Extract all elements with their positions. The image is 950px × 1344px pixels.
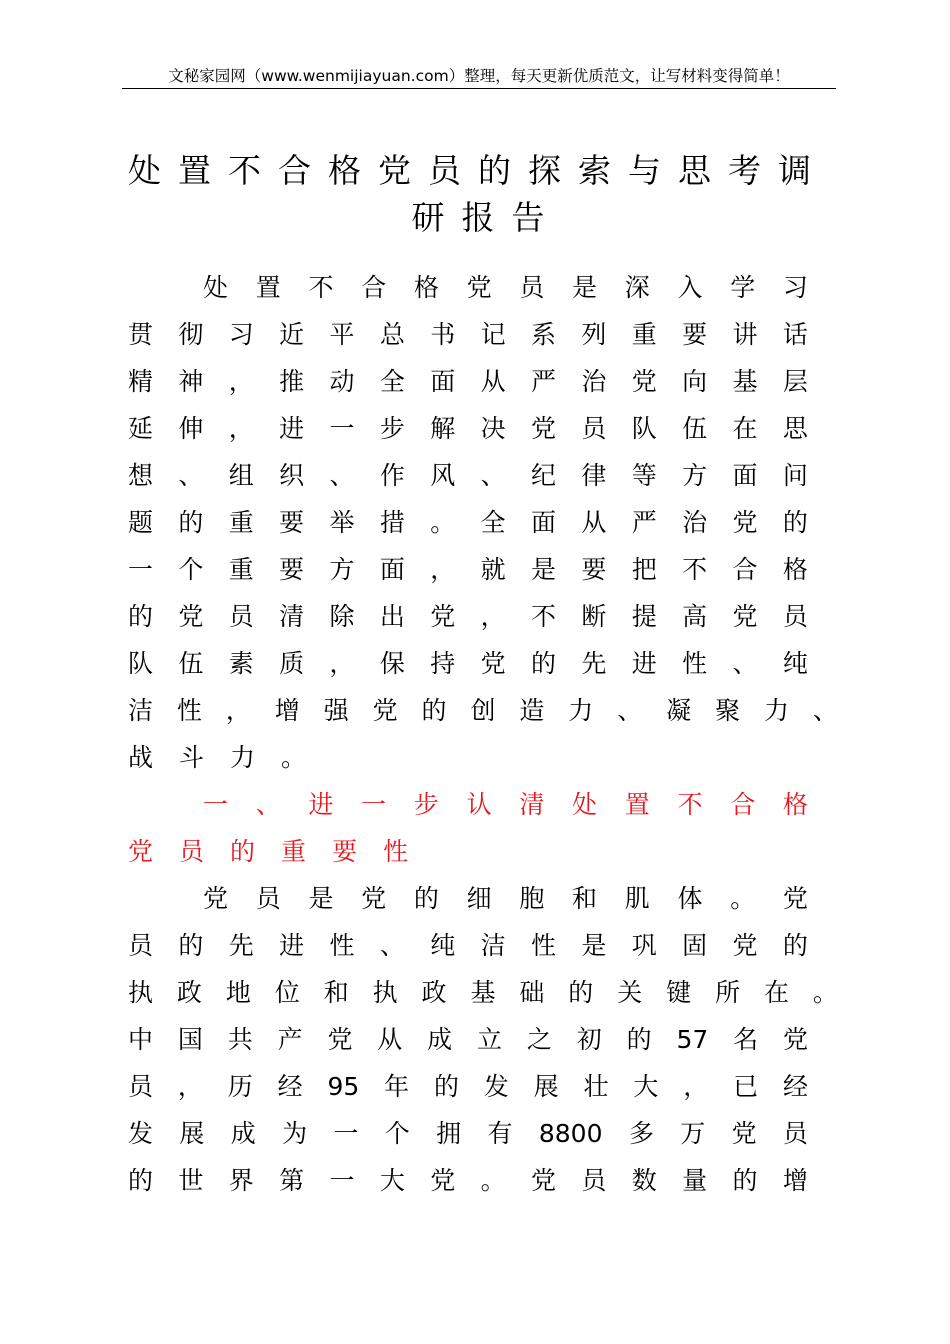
text-glyph: 步	[379, 414, 405, 443]
text-glyph: 、	[329, 461, 355, 490]
text-glyph: 要	[682, 320, 708, 349]
text-glyph: 、	[178, 461, 204, 490]
text-glyph: 党	[732, 931, 758, 960]
text-glyph: 讲	[732, 320, 758, 349]
text-glyph: ，	[228, 367, 254, 396]
text-glyph: ，	[228, 414, 254, 443]
text-glyph: 习	[228, 320, 254, 349]
text-glyph: 高	[682, 602, 708, 631]
text-glyph: 为	[282, 1119, 308, 1148]
text-glyph: 量	[682, 1166, 708, 1195]
text-glyph: 纪	[531, 461, 557, 490]
text-glyph: 进	[279, 414, 305, 443]
text-glyph: 党	[531, 1166, 557, 1195]
paragraph-line	[128, 687, 838, 734]
text-glyph: 党	[203, 884, 229, 913]
text-glyph: 全	[480, 508, 506, 537]
text-glyph: 深	[624, 273, 650, 302]
text-glyph: 举	[329, 508, 355, 537]
text-glyph: 、	[255, 790, 281, 819]
text-glyph: 题	[128, 508, 154, 537]
section-heading-line	[203, 781, 808, 828]
text-glyph: 力	[568, 696, 594, 725]
text-glyph: 纯	[430, 931, 456, 960]
text-glyph: 方	[329, 555, 355, 584]
text-glyph: 位	[274, 978, 300, 1007]
text-glyph: ，	[329, 649, 355, 678]
text-glyph: 治	[581, 367, 607, 396]
text-glyph: 合	[730, 790, 756, 819]
text-glyph: 洁	[480, 931, 506, 960]
text-glyph: 处	[572, 790, 598, 819]
text-glyph: 想	[128, 461, 154, 490]
text-glyph: 问	[782, 461, 808, 490]
text-glyph: 凝	[666, 696, 692, 725]
text-glyph: 思	[782, 414, 808, 443]
text-glyph: 要	[279, 508, 305, 537]
text-glyph: 政	[421, 978, 447, 1007]
text-glyph: 不	[682, 555, 708, 584]
text-glyph: 置	[255, 273, 281, 302]
text-glyph: 党	[430, 602, 456, 631]
text-glyph: 地	[225, 978, 251, 1007]
text-glyph: 员	[228, 602, 254, 631]
text-glyph: 贯	[128, 320, 154, 349]
text-glyph: 党	[531, 414, 557, 443]
text-glyph: 中	[128, 1025, 154, 1054]
text-glyph: 的	[433, 1072, 459, 1101]
text-glyph: 和	[323, 978, 349, 1007]
text-glyph: 性	[531, 931, 557, 960]
text-glyph: 党	[782, 884, 808, 913]
text-glyph: 延	[128, 414, 154, 443]
text-glyph: 党	[782, 1025, 808, 1054]
body-text	[128, 264, 848, 1204]
text-glyph: 胞	[519, 884, 545, 913]
text-glyph: 的	[421, 696, 447, 725]
text-glyph: 重	[228, 555, 254, 584]
paragraph-line	[128, 546, 808, 593]
text-glyph: 在	[763, 978, 789, 1007]
text-glyph: 步	[413, 790, 439, 819]
text-glyph: 员	[782, 602, 808, 631]
text-glyph: 。	[480, 1166, 506, 1195]
paragraph-line	[128, 1016, 808, 1063]
text-glyph: 从	[581, 508, 607, 537]
paragraph-line	[128, 1157, 808, 1204]
text-glyph: 是	[531, 555, 557, 584]
text-glyph: 历	[227, 1072, 253, 1101]
text-glyph: 、	[379, 931, 405, 960]
text-glyph: 伸	[178, 414, 204, 443]
text-glyph: 风	[430, 461, 456, 490]
paragraph-line	[128, 311, 808, 358]
text-glyph: 。	[281, 743, 307, 772]
text-glyph: 把	[631, 555, 657, 584]
text-glyph: 决	[480, 414, 506, 443]
text-glyph: 党	[466, 273, 492, 302]
text-glyph: 一	[128, 555, 154, 584]
text-glyph: 。	[430, 508, 456, 537]
text-glyph: 所	[715, 978, 741, 1007]
text-glyph: 党	[361, 884, 387, 913]
text-glyph: 创	[470, 696, 496, 725]
document-title	[128, 147, 828, 241]
text-glyph: 细	[466, 884, 492, 913]
text-glyph: 员	[519, 273, 545, 302]
text-glyph: 性	[682, 649, 708, 678]
text-glyph: 发	[128, 1119, 154, 1148]
text-glyph: 一	[329, 414, 355, 443]
text-glyph: 一	[203, 790, 229, 819]
text-glyph: 格	[413, 273, 439, 302]
text-glyph: 、	[480, 461, 506, 490]
text-glyph: 立	[477, 1025, 503, 1054]
text-glyph: 入	[677, 273, 703, 302]
text-glyph: 党	[372, 696, 398, 725]
paragraph-line	[128, 734, 808, 781]
text-glyph: 面	[531, 508, 557, 537]
text-glyph: 党	[631, 367, 657, 396]
text-glyph: ，	[177, 1072, 203, 1101]
text-glyph: 要	[332, 837, 358, 866]
header-divider	[122, 88, 836, 89]
text-glyph: 57	[676, 1025, 709, 1054]
text-glyph: ，	[225, 696, 251, 725]
text-glyph: 基	[470, 978, 496, 1007]
text-glyph: 记	[480, 320, 506, 349]
text-glyph: 面	[732, 461, 758, 490]
text-glyph: 织	[279, 461, 305, 490]
text-glyph: 重	[631, 320, 657, 349]
text-glyph: 成	[427, 1025, 453, 1054]
text-glyph: 有	[487, 1119, 513, 1148]
text-glyph: 员	[128, 931, 154, 960]
text-glyph: 。	[730, 884, 756, 913]
text-glyph: 展	[533, 1072, 559, 1101]
text-glyph: 全	[379, 367, 405, 396]
text-glyph: 成	[230, 1119, 256, 1148]
text-glyph: 经	[782, 1072, 808, 1101]
text-glyph: ，	[683, 1072, 709, 1101]
text-glyph: 置	[624, 790, 650, 819]
text-glyph: 斗	[179, 743, 205, 772]
text-glyph: 性	[383, 837, 409, 866]
text-glyph: 组	[228, 461, 254, 490]
text-glyph: 是	[308, 884, 334, 913]
text-glyph: 进	[279, 931, 305, 960]
text-glyph: 第	[279, 1166, 305, 1195]
text-glyph: 格	[782, 790, 808, 819]
text-glyph: 不	[531, 602, 557, 631]
text-glyph: 出	[379, 602, 405, 631]
text-glyph: 员	[581, 414, 607, 443]
text-glyph: 彻	[178, 320, 204, 349]
text-glyph: 系	[531, 320, 557, 349]
text-glyph: 作	[379, 461, 405, 490]
paragraph-line	[128, 358, 808, 405]
text-glyph: 的	[732, 1166, 758, 1195]
text-glyph: 清	[519, 790, 545, 819]
text-glyph: 质	[279, 649, 305, 678]
text-glyph: 年	[384, 1072, 410, 1101]
text-glyph: ，	[480, 602, 506, 631]
text-glyph: 格	[782, 555, 808, 584]
text-glyph: 处	[203, 273, 229, 302]
text-glyph: 基	[732, 367, 758, 396]
text-glyph: 列	[581, 320, 607, 349]
text-glyph: 、	[732, 649, 758, 678]
text-glyph: 政	[176, 978, 202, 1007]
text-glyph: 党	[327, 1025, 353, 1054]
text-glyph: 的	[568, 978, 594, 1007]
text-glyph: 认	[466, 790, 492, 819]
text-glyph: 精	[128, 367, 154, 396]
text-glyph: 力	[230, 743, 256, 772]
text-glyph: 的	[531, 649, 557, 678]
paragraph-line	[128, 452, 808, 499]
text-glyph: 巩	[631, 931, 657, 960]
text-glyph: 、	[617, 696, 643, 725]
text-glyph: 持	[430, 649, 456, 678]
text-glyph: 层	[782, 367, 808, 396]
text-glyph: 个	[178, 555, 204, 584]
text-glyph: 键	[666, 978, 692, 1007]
text-glyph: 关	[617, 978, 643, 1007]
text-glyph: 素	[228, 649, 254, 678]
text-glyph: 的	[128, 1166, 154, 1195]
text-glyph: 员	[782, 1119, 808, 1148]
text-glyph: 提	[631, 602, 657, 631]
text-glyph: 不	[308, 273, 334, 302]
text-glyph: 学	[730, 273, 756, 302]
text-glyph: 就	[480, 555, 506, 584]
text-glyph: 一	[361, 790, 387, 819]
text-glyph: 性	[176, 696, 202, 725]
text-glyph: 的	[782, 508, 808, 537]
text-glyph: 解	[430, 414, 456, 443]
page-header: 文秘家园网（www.wenmijiayuan.com）整理，每天更新优质范文，让写材料变得简单！	[168, 67, 790, 85]
text-glyph: 的	[128, 602, 154, 631]
text-glyph: 世	[178, 1166, 204, 1195]
paragraph-line	[203, 875, 808, 922]
text-glyph: 方	[682, 461, 708, 490]
text-glyph: 从	[480, 367, 506, 396]
text-glyph: 壮	[583, 1072, 609, 1101]
text-glyph: 平	[329, 320, 355, 349]
text-glyph: 多	[628, 1119, 654, 1148]
paragraph-line	[128, 1110, 808, 1157]
text-glyph: 的	[230, 837, 256, 866]
text-glyph: 8800	[538, 1119, 603, 1148]
text-glyph: 在	[732, 414, 758, 443]
text-glyph: 治	[682, 508, 708, 537]
text-glyph: 律	[581, 461, 607, 490]
text-glyph: 固	[682, 931, 708, 960]
text-glyph: 神	[178, 367, 204, 396]
text-glyph: 执	[128, 978, 154, 1007]
text-glyph: 书	[430, 320, 456, 349]
text-glyph: 、	[812, 696, 838, 725]
text-glyph: 总	[379, 320, 405, 349]
text-glyph: 洁	[128, 696, 154, 725]
text-glyph: 大	[633, 1072, 659, 1101]
text-glyph: 的	[413, 884, 439, 913]
text-glyph: 措	[379, 508, 405, 537]
text-glyph: 体	[677, 884, 703, 913]
paragraph-line	[128, 499, 808, 546]
paragraph-line	[128, 969, 838, 1016]
text-glyph: 共	[227, 1025, 253, 1054]
text-glyph: 保	[379, 649, 405, 678]
text-glyph: 数	[631, 1166, 657, 1195]
text-glyph: 一	[333, 1119, 359, 1148]
text-glyph: 大	[379, 1166, 405, 1195]
text-glyph: 合	[361, 273, 387, 302]
paragraph-line	[128, 640, 808, 687]
text-glyph: 动	[329, 367, 355, 396]
text-glyph: 队	[128, 649, 154, 678]
text-glyph: ，	[430, 555, 456, 584]
text-glyph: 拥	[436, 1119, 462, 1148]
text-glyph: 展	[179, 1119, 205, 1148]
text-glyph: 力	[763, 696, 789, 725]
text-glyph: 一	[329, 1166, 355, 1195]
text-glyph: 党	[480, 649, 506, 678]
text-glyph: 严	[531, 367, 557, 396]
text-glyph: 初	[576, 1025, 602, 1054]
text-glyph: 伍	[178, 649, 204, 678]
text-glyph: 聚	[715, 696, 741, 725]
text-glyph: 是	[581, 931, 607, 960]
text-glyph: 要	[279, 555, 305, 584]
text-glyph: 的	[782, 931, 808, 960]
text-glyph: 不	[677, 790, 703, 819]
text-glyph: 的	[178, 508, 204, 537]
text-glyph: 增	[782, 1166, 808, 1195]
paragraph-line	[203, 264, 808, 311]
text-glyph: 等	[631, 461, 657, 490]
text-glyph: 战	[128, 743, 154, 772]
text-glyph: 员	[581, 1166, 607, 1195]
text-glyph: 发	[483, 1072, 509, 1101]
text-glyph: 的	[626, 1025, 652, 1054]
text-glyph: 先	[581, 649, 607, 678]
text-glyph: 。	[812, 978, 838, 1007]
text-glyph: 近	[279, 320, 305, 349]
text-glyph: 党	[430, 1166, 456, 1195]
text-glyph: 重	[281, 837, 307, 866]
text-glyph: 面	[379, 555, 405, 584]
text-glyph: 面	[430, 367, 456, 396]
text-glyph: 肌	[624, 884, 650, 913]
text-glyph: 经	[277, 1072, 303, 1101]
text-glyph: 的	[178, 931, 204, 960]
text-glyph: 严	[631, 508, 657, 537]
text-glyph: 之	[526, 1025, 552, 1054]
text-glyph: 党	[731, 1119, 757, 1148]
text-glyph: 伍	[682, 414, 708, 443]
paragraph-line	[128, 1063, 808, 1110]
text-glyph: 队	[631, 414, 657, 443]
text-glyph: 万	[680, 1119, 706, 1148]
text-glyph: 和	[572, 884, 598, 913]
text-glyph: 党	[178, 602, 204, 631]
text-glyph: 进	[631, 649, 657, 678]
paragraph-line	[128, 922, 808, 969]
text-glyph: 党	[128, 837, 154, 866]
text-glyph: 要	[581, 555, 607, 584]
text-glyph: 国	[177, 1025, 203, 1054]
title-line-2: 研报告	[411, 198, 562, 237]
text-glyph: 增	[274, 696, 300, 725]
text-glyph: 个	[384, 1119, 410, 1148]
text-glyph: 是	[572, 273, 598, 302]
section-heading-line	[128, 828, 808, 875]
text-glyph: 95	[327, 1072, 360, 1101]
text-glyph: 员	[128, 1072, 154, 1101]
text-glyph: 党	[732, 602, 758, 631]
text-glyph: 进	[308, 790, 334, 819]
text-glyph: 造	[519, 696, 545, 725]
text-glyph: 断	[581, 602, 607, 631]
text-glyph: 界	[228, 1166, 254, 1195]
paragraph-line	[128, 405, 808, 452]
text-glyph: 推	[279, 367, 305, 396]
text-glyph: 员	[255, 884, 281, 913]
text-glyph: 重	[228, 508, 254, 537]
text-glyph: 先	[228, 931, 254, 960]
text-glyph: 产	[277, 1025, 303, 1054]
text-glyph: 习	[782, 273, 808, 302]
text-glyph: 向	[682, 367, 708, 396]
paragraph-line	[128, 593, 808, 640]
text-glyph: 员	[179, 837, 205, 866]
text-glyph: 强	[323, 696, 349, 725]
text-glyph: 名	[733, 1025, 759, 1054]
text-glyph: 合	[732, 555, 758, 584]
text-glyph: 执	[372, 978, 398, 1007]
text-glyph: 从	[377, 1025, 403, 1054]
text-glyph: 除	[329, 602, 355, 631]
text-glyph: 话	[782, 320, 808, 349]
title-line-1: 处置不合格党员的探索与思考调	[128, 151, 828, 190]
text-glyph: 党	[732, 508, 758, 537]
text-glyph: 础	[519, 978, 545, 1007]
text-glyph: 纯	[782, 649, 808, 678]
text-glyph: 性	[329, 931, 355, 960]
text-glyph: 已	[733, 1072, 759, 1101]
text-glyph: 清	[279, 602, 305, 631]
